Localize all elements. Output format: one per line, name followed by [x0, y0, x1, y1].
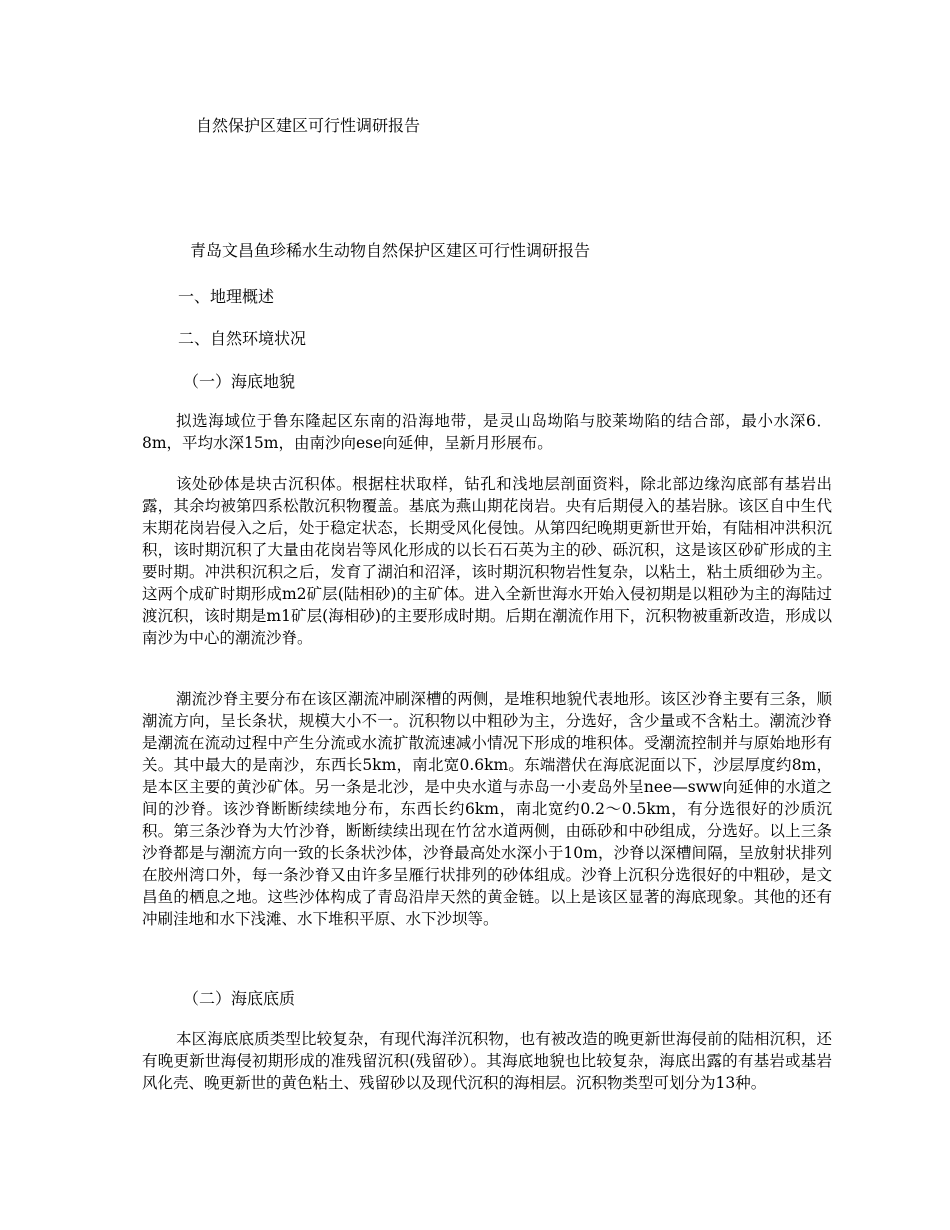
paragraph-tidal-ridges: 潮流沙脊主要分布在该区潮流冲刷深槽的两侧，是堆积地貌代表地形。该区沙脊主要有三条，顺潮流方向，呈长条状，规模大小不一。沉积物以中粗砂为主，分选好，含少量或不含粘土。潮流沙脊是潮流在流动过程中产生分流或水流扩散流速减小情况下形成的堆积体。受潮流控制并与原始地形有关。其中最大的是南沙，东西长5km，南北宽0.6km。东端潜伏在海底泥面以下，沙层厚度约8m，是本区主要的黄沙矿体。另一条是北沙，是中央水道与赤岛一小麦岛外呈nee—sww向延伸的水道之间的沙脊。该沙脊断断续续地分布，东西长约6km，南北宽约0.2～0.5km，有分选很好的沙质沉积。第三条沙脊为大竹沙脊，断断续续出现在竹岔水道两侧，由砾砂和中砂组成，分选好。以上三条沙脊都是与潮流方向一致的长条状沙体，沙脊最高处水深小于10m，沙脊以深槽间隔，呈放射状排列在胶州湾口外，每一条沙脊又由许多呈雁行状排列的砂体组成。沙脊上沉积分选很好的中粗砂，是文昌鱼的栖息之地。这些沙体构成了青岛沿岸天然的黄金链。以上是该区显著的海底现象。其他的还有冲刷洼地和水下浅滩、水下堆积平原、水下沙坝等。 — [142, 690, 832, 928]
paragraph-location: 拟选海域位于鲁东隆起区东南的沿海地带，是灵山岛坳陷与胶莱坳陷的结合部，最小水深6．8m，平均水深15m，由南沙向ese向延伸，呈新月形展布。 — [142, 412, 832, 452]
subsection-heading-seabed-landform: （一）海底地貌 — [183, 372, 296, 391]
paragraph-substrate: 本区海底底质类型比较复杂，有现代海洋沉积物，也有被改造的晚更新世海侵前的陆相沉积，还有晚更新世海侵初期形成的准残留沉积(残留砂）。其海底地貌也比较复杂，海底出露的有基岩或基岩风化壳、晚更新世的黄色粘土、残留砂以及现代沉积的海相层。沉积物类型可划分为13种。 — [142, 1030, 832, 1092]
section-heading-environment: 二、自然环境状况 — [178, 329, 307, 348]
subsection-heading-seabed-substrate: （二）海底底质 — [183, 989, 296, 1008]
paragraph-sand-body: 该处砂体是块古沉积体。根据柱状取样，钻孔和浅地层剖面资料，除北部边缘沟底部有基岩出露，其余均被第四系松散沉积物覆盖。基底为燕山期花岗岩。央有后期侵入的基岩脉。该区自中生代末期花岗岩侵入之后，处于稳定状态，长期受风化侵蚀。从第四纪晚期更新世开始，有陆相冲洪积沉积，该时期沉积了大量由花岗岩等风化形成的以长石石英为主的砂、砾沉积，这是该区砂矿形成的主要时期。冲洪积沉积之后，发育了湖泊和沼泽，该时期沉积物岩性复杂，以粘土，粘土质细砂为主。这两个成矿时期形成m2矿层(陆相砂)的主矿体。进入全新世海水开始入侵初期是以粗砂为主的海陆过渡沉积，该时期是m1矿层(海相砂)的主要形成时期。后期在潮流作用下，沉积物被重新改造，形成以南沙为中心的潮流沙脊。 — [142, 475, 832, 647]
report-title: 青岛文昌鱼珍稀水生动物自然保护区建区可行性调研报告 — [190, 241, 591, 260]
section-heading-geography: 一、地理概述 — [178, 287, 275, 306]
document-title: 自然保护区建区可行性调研报告 — [196, 116, 421, 135]
